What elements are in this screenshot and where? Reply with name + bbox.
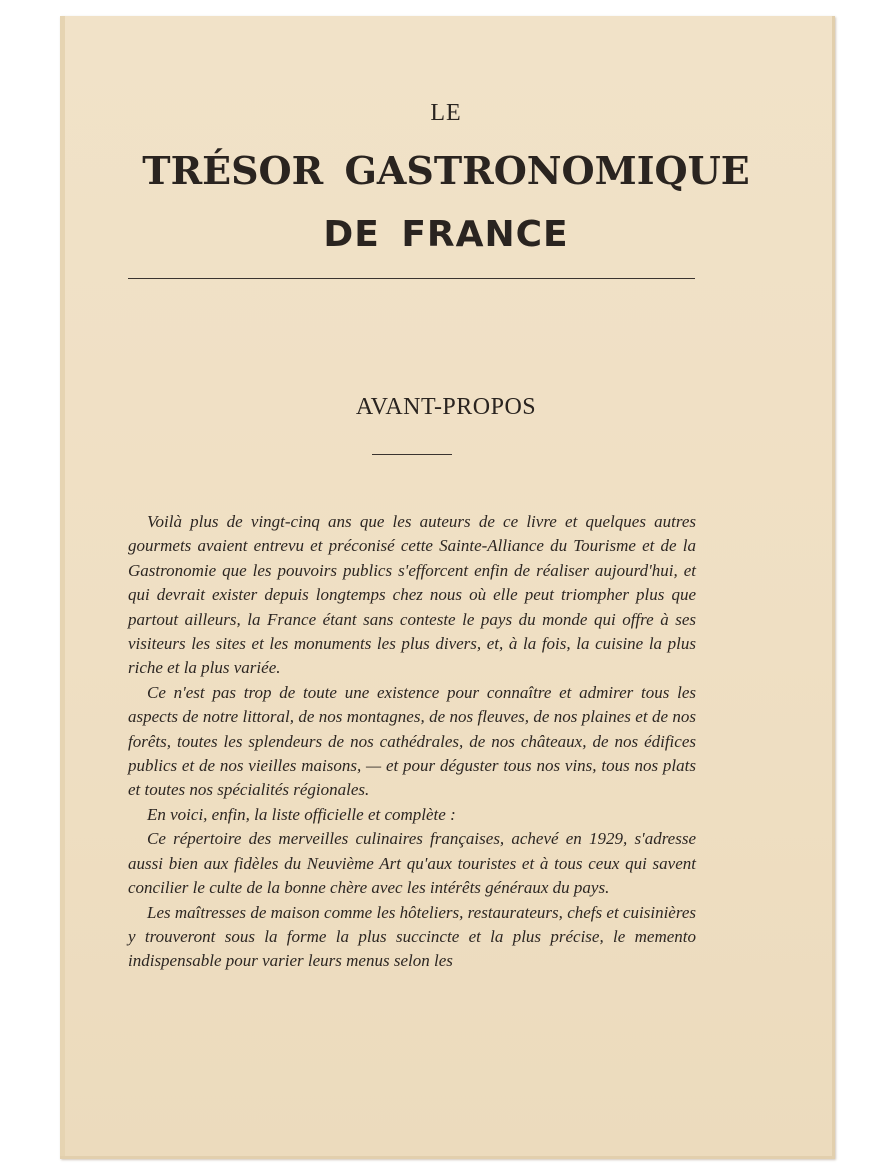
paragraph: Voilà plus de vingt-cinq ans que les auteurs de ce livre et quelques autres gourmets avaient entrevu et préconisé cette Sainte-Alliance du Tourisme et de la Gastronomie que les pouvoirs publics s'efforcent enfin de réaliser aujourd'hui, et qui devrait exister depuis longtemps chez nous où elle peut triompher plus que partout ailleurs, la France étant sans conteste le pays du monde qui offre à ses visiteurs les sites et les monuments les plus divers, et, à la fois, la cuisine la plus riche et la plus variée. [128, 512, 696, 678]
book-title: TRÉSOR GASTRONOMIQUE [142, 148, 750, 193]
paragraph: Ce répertoire des merveilles culinaires françaises, achevé en 1929, s'adresse aussi bien aux fidèles du Neuvième Art qu'aux touristes et à tous ceux qui savent concilier le culte de la bonne chère avec les intérêts généraux du pays. [128, 829, 696, 898]
paragraph: Ce n'est pas trop de toute une existence pour connaître et admirer tous les aspects de notre littoral, de nos montagnes, de nos fleuves, de nos plaines et de nos forêts, toutes les splendeurs de nos cathédrales, de nos châteaux, de nos édifices publics et de nos vieilles maisons, — et pour déguster tous nos vins, tous nos plats et toutes nos spécialités régionales. [128, 682, 696, 800]
body-text [128, 510, 696, 974]
paragraph: Les maîtresses de maison comme les hôteliers, restaurateurs, chefs et cuisinières y trouveront sous la forme la plus succincte et la plus précise, le memento indispensable pour varier leurs menus selon les [128, 902, 696, 971]
section-title: AVANT-PROPOS [355, 394, 537, 420]
title-divider [128, 278, 695, 279]
section-divider [372, 454, 452, 455]
title-prefix: LE [430, 100, 462, 126]
book-subtitle: DE FRANCE [323, 214, 569, 255]
book-page [60, 16, 835, 1159]
paragraph: En voici, enfin, la liste officielle et complète : [147, 804, 456, 824]
